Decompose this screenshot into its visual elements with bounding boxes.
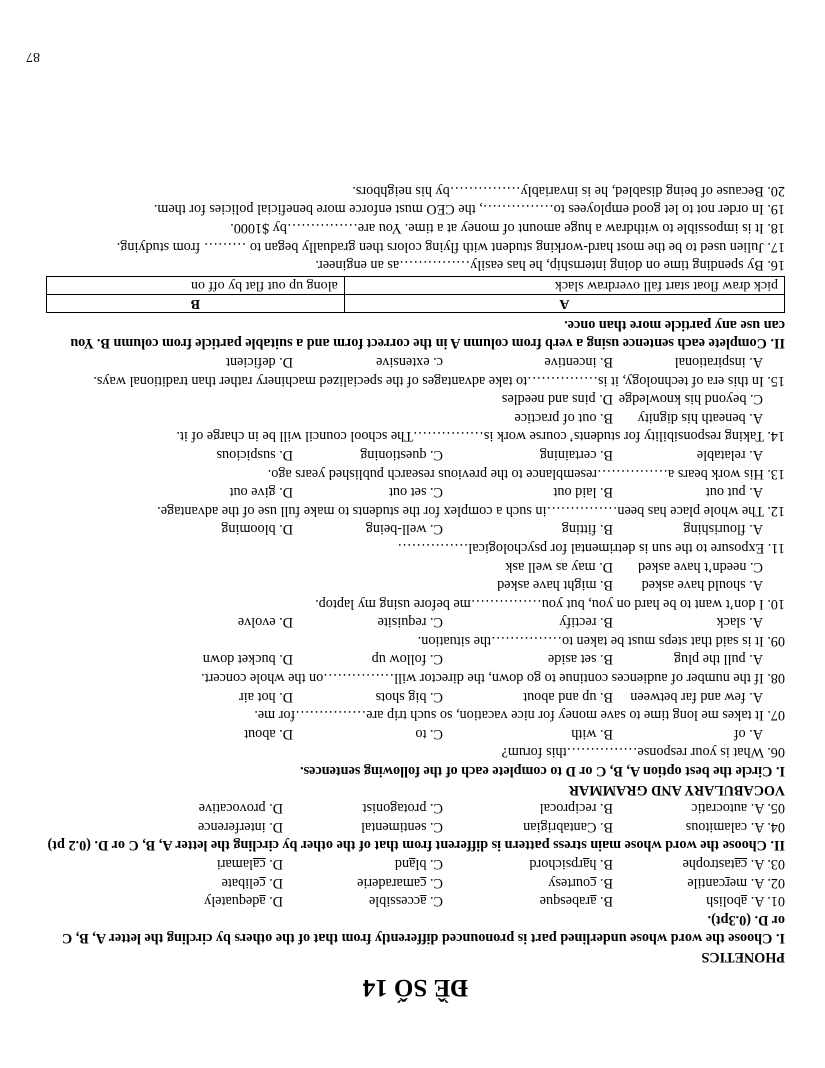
- option-prefix: B.: [596, 893, 613, 910]
- options-row: [46, 445, 763, 464]
- underlined-part: c: [420, 874, 427, 891]
- option-b: [443, 799, 613, 818]
- question-row: [46, 892, 785, 911]
- options-row: [46, 352, 763, 371]
- option-prefix: B.: [596, 874, 613, 891]
- option-a: [613, 817, 785, 836]
- option-c: [283, 873, 443, 892]
- question-stem: 10. I don’t want to be hard on you, but you……………me before using my laptop.: [315, 595, 785, 612]
- underlined-part: a: [583, 856, 590, 873]
- option-b: B. incentive: [544, 354, 613, 370]
- fill-sentence: 18. It is impossible to withdraw a huge amount of money at a time. You are……………by $1000.: [230, 220, 785, 237]
- option-prefix: D.: [265, 856, 283, 873]
- option-a: [613, 799, 785, 818]
- option-c: C. requisite: [377, 614, 443, 631]
- option-c: C. beyond his knowledge: [618, 391, 763, 408]
- option-d: [46, 799, 283, 818]
- question-stem: 08. If the number of audiences continue to go down, the director will……………on the whole concert.: [201, 670, 785, 687]
- option-d: D. give out: [229, 484, 293, 501]
- option-a: A. relatable: [696, 446, 763, 463]
- option-rest: bolish: [706, 893, 741, 910]
- option-rest: rpsichord: [529, 856, 584, 873]
- option-a: A. put out: [705, 484, 763, 501]
- underlined-part: ca: [253, 856, 266, 873]
- section-heading-vocabulary: VOCABULARY AND GRAMMAR: [568, 781, 785, 798]
- options-row: [46, 483, 763, 502]
- underlined-part: r: [725, 874, 730, 891]
- option-c: [283, 799, 443, 818]
- option-c: [283, 892, 443, 911]
- option-a: A. pull the plug: [673, 651, 763, 668]
- option-rest: elibate: [221, 874, 260, 891]
- question-stem: 09. It is said that steps must be taken to……………the situation.: [417, 632, 785, 649]
- option-b: B. fitting: [561, 521, 613, 538]
- instruction-vocab-1: I. Circle the best option A, B, C or D to complete each of the following sentences.: [300, 763, 785, 780]
- fill-sentence: 17. Julien used to be the most hard-working student with flying colors then gradually began to ……… from studying.: [116, 238, 785, 255]
- option-c: [283, 854, 443, 873]
- option-b: [443, 817, 613, 836]
- option-d: D. hot air: [239, 688, 293, 705]
- multiple-choice-list: [46, 352, 785, 761]
- option-b: B. might have asked: [497, 577, 613, 594]
- option-prefix: A.: [747, 893, 765, 910]
- option-b: [443, 892, 613, 911]
- options-row: [46, 613, 763, 632]
- option-d: D. evolve: [237, 614, 293, 631]
- option-c: C. big shots: [375, 688, 443, 705]
- fill-in-sentence-list: [46, 181, 785, 274]
- option-rest: nd: [394, 856, 410, 873]
- option-rest: cantile: [687, 874, 726, 891]
- option-d: D. deficient: [226, 354, 293, 370]
- options-row: [46, 650, 763, 669]
- fill-sentence: 19. In order not to let good employees to……………, the CEO must enforce more beneficial policies for them.: [153, 201, 785, 218]
- option-rest: ourtesy: [548, 874, 591, 891]
- option-b: B. up and about: [523, 688, 613, 705]
- option-text: D. provocative: [198, 800, 283, 817]
- option-b: [443, 854, 613, 873]
- option-rest: rabesque: [539, 893, 591, 910]
- option-d: D. suspicious: [216, 446, 293, 463]
- question-row: [46, 817, 785, 836]
- option-prefix: C.: [426, 893, 443, 910]
- question-number: 04.: [767, 818, 785, 835]
- option-d: [46, 892, 283, 911]
- option-b: B. with: [571, 725, 613, 742]
- option-rest: amaraderie: [357, 874, 421, 891]
- option-prefix: A.: [747, 856, 765, 873]
- option-a: A. flourishing: [683, 521, 763, 538]
- option-d: D. pins and needles: [501, 391, 613, 408]
- option-c: C. follow up: [371, 651, 443, 668]
- option-text: C. sentimental: [361, 818, 443, 835]
- option-text: B. Cantabrigian: [523, 818, 613, 835]
- option-a: A. slack: [716, 614, 763, 631]
- option-a: A. of: [733, 725, 763, 742]
- question-row: [46, 873, 785, 892]
- option-text: D. interference: [197, 818, 283, 835]
- options-row: [46, 520, 763, 539]
- question-number: 01.: [767, 893, 785, 910]
- question-stem: 12. The whole place has been……………in such a complex for the students to make full use of the advantage.: [157, 502, 785, 519]
- option-text: A. autocratic: [691, 800, 765, 817]
- question-stem: 15. In this era of technology, it is……………to take advantages of the specialized machinery rather than traditional ways.: [93, 372, 785, 389]
- option-b: B. certaining: [539, 446, 613, 463]
- underlined-part: a: [420, 893, 427, 910]
- option-c: C. set out: [389, 484, 443, 501]
- question-stem: 13. His work bears a……………resemblance to the previous research published years ago.: [267, 465, 785, 482]
- option-b: B. set aside: [547, 651, 613, 668]
- option-rest: ccessible: [368, 893, 421, 910]
- option-c: C. needn’t have asked: [637, 558, 763, 575]
- option-a: A. inspirational: [674, 354, 763, 370]
- option-a: [613, 854, 785, 873]
- option-d: [46, 873, 283, 892]
- underlined-part: ca: [734, 856, 748, 873]
- options-row: [46, 724, 763, 743]
- option-a: A. few and far between: [630, 688, 763, 705]
- option-a: A. beneath his dignity: [637, 409, 763, 426]
- question-number: 02.: [767, 874, 785, 891]
- option-c: c. extensive: [376, 354, 443, 370]
- option-text: C. protagonist: [362, 800, 443, 817]
- question-stem: 11. Exposure to the sun is detrimental for psychological……………: [397, 539, 785, 556]
- question-stem: 06. What is your response……………this forum?: [501, 744, 785, 761]
- question-stem: 14. Taking responsibility for students’ course work is……………The school council will be in charge of it.: [176, 428, 785, 445]
- option-b: B. laid out: [553, 484, 613, 501]
- fill-sentence: 20. Because of being disabled, he is invariably……………by his neighbors.: [352, 182, 785, 199]
- underlined-part: c: [259, 874, 266, 891]
- option-a: A. should have asked: [641, 577, 763, 594]
- option-rest: dequately: [204, 893, 260, 910]
- question-stem: 07. It takes me long time to save money for nice vacation, so such trip are……………for me.: [254, 707, 785, 724]
- option-prefix: D.: [265, 874, 283, 891]
- section-heading-phonetics: PHONETICS: [701, 949, 785, 965]
- option-c: C. well-being: [365, 521, 443, 538]
- option-d: [46, 854, 283, 873]
- table-cell-verbs: pick draw float start fall overdraw slack: [344, 277, 784, 295]
- option-d: D. may as well ask: [505, 558, 613, 575]
- option-prefix: C.: [426, 874, 443, 891]
- underlined-part: a: [590, 893, 597, 910]
- option-prefix: C. bl: [415, 856, 443, 873]
- option-text: B. reciprocal: [539, 800, 613, 817]
- question-row: [46, 854, 785, 873]
- verb-particle-table: [46, 276, 785, 313]
- instruction-phonetics-2: II. Choose the word whose main stress pattern is different from that of the other by circling the letter A, B, C or D. (0.2 pt): [47, 837, 785, 854]
- option-prefix: B. h: [589, 856, 613, 873]
- options-row: [46, 557, 763, 576]
- option-b: B. rectify: [559, 614, 613, 631]
- option-c: C. to: [415, 725, 443, 742]
- options-row: [46, 408, 763, 427]
- question-number: 05.: [767, 800, 785, 817]
- option-d: D. bucket down: [202, 651, 293, 668]
- underlined-part: a: [409, 856, 416, 873]
- underlined-part: a: [740, 893, 748, 910]
- exam-title: ĐỀ SỐ 14: [362, 974, 469, 1001]
- options-row: [46, 576, 763, 595]
- option-d: D. about: [244, 725, 293, 742]
- option-b: [443, 873, 613, 892]
- fill-sentence: 16. By spending time on doing internship, he has easily……………as an engineer.: [315, 257, 785, 274]
- option-text: A. calamitous: [685, 818, 765, 835]
- table-cell-particles: along up out flat by off on: [47, 277, 345, 295]
- option-a: [613, 873, 785, 892]
- instruction-vocab-2: II. Complete each sentence using a verb from column A in the correct form and a suitable particle from column B. You can use any particle more than once.: [70, 316, 785, 352]
- underlined-part: a: [259, 893, 266, 910]
- underlined-part: c: [590, 874, 597, 891]
- page-number: 87: [26, 49, 40, 64]
- option-d: D. blooming: [221, 521, 293, 538]
- options-row: [46, 390, 763, 409]
- option-c: [283, 817, 443, 836]
- option-prefix: A. me: [729, 874, 765, 891]
- table-header-b: B: [47, 295, 345, 313]
- instruction-phonetics-1: I. Choose the word whose underlined part is pronounced differently from that of the others by circling the letter A, B, C or D. (0.3pt).: [61, 911, 785, 947]
- table-header-a: A: [344, 295, 784, 313]
- options-row: [46, 687, 763, 706]
- option-prefix: D.: [265, 893, 283, 910]
- stress-question-list: [46, 799, 785, 836]
- option-a: [613, 892, 785, 911]
- option-c: C. questioning: [360, 446, 443, 463]
- option-rest: tastrophe: [682, 856, 735, 873]
- question-number: 03.: [767, 856, 785, 873]
- option-rest: lamari: [216, 856, 254, 873]
- phonetics-question-list: [46, 854, 785, 910]
- question-row: [46, 799, 785, 818]
- option-d: [46, 817, 283, 836]
- option-b: B. out of practice: [514, 409, 613, 426]
